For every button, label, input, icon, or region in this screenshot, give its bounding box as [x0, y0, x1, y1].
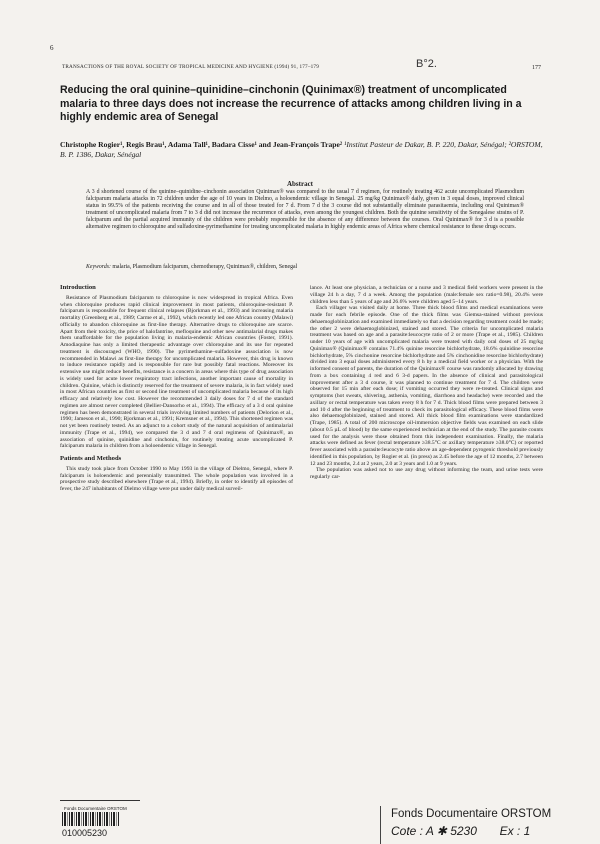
- handwritten-stamp: B°2.: [416, 58, 437, 70]
- left-column: [60, 285, 293, 493]
- article-title: Reducing the oral quinine–quinidine–cinchonin (Quinimax®) treatment of uncomplicated malaria to three days does not increase the recurrence of attacks among children living in a highly endemic area of Senegal: [60, 84, 522, 123]
- cote-label: Cote :: [391, 824, 424, 838]
- barcode-label: Fonds Documentaire ORSTOM: [64, 806, 127, 811]
- abstract-heading: Abstract: [286, 180, 314, 188]
- keywords-list: malaria, Plasmodium falciparum, chemotherapy, Quinimax®, children, Senegal: [112, 264, 298, 270]
- archive-stamp: [380, 806, 571, 844]
- author-block: [60, 140, 545, 160]
- abstract-text: A 3 d shortened course of the quinine–quinidine–cinchonin association Quinimax® was compared to the usual 7 d regimen, for routinely treating 462 acute uncomplicated Plasmodium falciparum malaria attacks in 72 children under the age of 10 years in Dielmo, a holoendemic village in Senegal. 25 mg/kg Quinimax® daily, given in 3 equal doses, improved clinical status in 99.5% of the patients receiving the course and in all of those treated for 7 d. From 7 d the 3 course did not substantially eliminate parasitaemia, including oral Quinimax® treatment of uncomplicated malaria from 7 to 3 d did not increase the recurrence of attacks, even among the youngest children. Both the quinine sensitivity of the Senegalese strains of P. falciparum and the partial acquired immunity of the children were probably responsible for the absence of any difference between the courses. Oral Quinimax® for 3 d is a possible alternative regimen to chloroquine and sulfadoxine-pyrimethamine for treating uncomplicated malaria in highly endemic areas of Africa where chemical resistance to these drugs occurs.: [86, 189, 524, 230]
- cote-value: A ✱ 5230: [425, 824, 477, 838]
- journal-header: TRANSACTIONS OF THE ROYAL SOCIETY OF TROPICAL MEDICINE AND HYGIENE (1994) 91, 177–179: [62, 64, 320, 70]
- page-number-left: 6: [50, 44, 54, 52]
- introduction-heading: Introduction: [60, 284, 96, 291]
- affiliation-2: ²ORSTOM, B. P. 1386, Dakar, Sénégal: [60, 140, 543, 159]
- methods-text: This study took place from October 1990 to May 1993 in the village of Dielmo, Senegal, where P. falciparum is holoendemic and perennially transmitted. The whole population was involved in a prospective study described elsewhere (Trape et al., 1994). Briefly, in order to identify all episodes of fever, the 247 inhabitants of Dielmo village were put under daily medical surveil-: [60, 465, 293, 492]
- keywords-label: Keywords:: [86, 264, 111, 270]
- author-names: Christophe Rogier¹, Regis Brau¹, Adama Tall¹, Badara Cisse¹ and Jean-François Trape²: [60, 140, 343, 149]
- footer-rule: [60, 800, 140, 801]
- page-number-right: 177: [532, 65, 541, 71]
- introduction-text: Resistance of Plasmodium falciparum to chloroquine is now widespread in tropical Africa. Even when chloroquine produces rapid clinical improvement in most patients, chloroquine-resistant P. falciparum is responsible for frequent clinical relapses (Bjorkman et al., 1993) and increasing malaria mortality (Greenberg et al., 1989; Carme et al., 1992), which recently led one African country (Malawi) officially to abandon chloroquine as first-line therapy. Alternative drugs to chloroquine are scarce. Apart from their toxicity, the price of halofantrine, mefloquine and other new antimalarial drugs makes them unaffordable for the population living in malaria-endemic African countries (Foster, 1991). Amodiaquine has only a limited therapeutic advantage over chloroquine and its use for repeated treatment is discouraged (WHO, 1990). The pyrimethamine–sulfadoxine association is now recommended in Malawi as first-line therapy for uncomplicated malaria. However, this drug is known to induce resistance rapidly and is responsible for rare but possibly fatal reactions. Moreover its extensive use might reduce benefits, resistance is a concern in areas where this type of drug association is widely used for acute lower respiratory tract infections, another important cause of mortality in children. Quinine, which is distinctly reserved for the treatment of severe malaria, is in fact widely used in most African countries as first or second line treatment of uncomplicated malaria because of its high efficacy and relatively low cost. However the recommended 3 daily doses for 7 d of the standard regimen are almost never completed (Bellier-Dansorho et al., 1994). The efficacy of a 3 d oral quinine regimen has been demonstrated in several trials involving limited numbers of patients (Delorion et al., 1990; Jameson et al., 1990; Bjorkman et al., 1991; Kremsner et al., 1994). This shortened regimen was not yet been routinely tested. As an adjunct to a cohort study of the natural acquisition of antimalarial immunity (Trape et al., 1994), we compared the 3 d and 7 d oral regimens of Quinimax®, an association of quinine, quinidine and cinchonin, for routinely treating acute uncomplicated P. falciparum malaria in children from a holoendemic village in Senegal.: [60, 294, 293, 450]
- keywords: [86, 264, 524, 271]
- archive-title: Fonds Documentaire ORSTOM: [391, 808, 552, 820]
- right-column: [310, 285, 543, 481]
- right-paragraph-3: The population was asked not to use any drug without informing the team, and urine tests were regularly car-: [310, 467, 543, 480]
- barcode-number: 010005230: [62, 828, 108, 838]
- right-paragraph-1: lance. At least one physician, a technician or a nurse and 3 medical field workers were present in the village 24 h a day, 7 d a week. Among the population (male:female sex ratio=0.98), 20.4% were children less than 5 years of age and 26.6% were children aged 5–14 years.: [310, 285, 543, 305]
- ex-label: Ex :: [499, 824, 521, 838]
- ex-value: 1: [523, 824, 531, 838]
- archive-cote: [391, 824, 530, 838]
- right-paragraph-2: Each villager was visited daily at home. Three thick blood films and medical examinations were made for each febrile episode. One of the thick films was Giemsa-stained without previous dehaemoglobinization and examined immediately so that a decision regarding treatment could be made; the other 2 were dehaemoglobinized, stained and stored. The criteria for uncomplicated malaria treatment was based on age and a parasite:leucocyte ratio of 2 or more (Trape et al., 1985). Children under 10 years of age with uncomplicated malaria were treated with daily oral doses of 25 mg/kg Quinimax® (Quinimax® contains 71.4% quinine resorcine bichlorhydrate, 18.6% quinidine resorcine bichlorhydrate, 5% cinchonine resorcine bichlorhydrate and 5% cinchonidine resorcine bichlorhydrate) divided into 3 equal doses administered every 8 h by a medical field worker or a physician. With the informed consent of parents, the duration of the Quinimax® course was randomly allocated by drawing from a box containing 4 red and 6 3-d papers. In the absence of clinical and parasitological improvement after a 3 d course, it was planned to continue treatment for 7 d. The children were observed for 15 min after each dose; if vomiting occurred they were re-treated. Clinical signs and symptoms (hot sweats, shivering, asthenia, vomiting, diarrhoea and headache) were recorded and the axillary or rectal temperature was taken every 8 h for 7 d. Thick blood films were prepared between 3 and 10 d after the beginning of treatment to check its parasitological efficacy. These blood films were also dehaemoglobinized, stained and stored. All thick blood film examinations were standardized (Trape, 1985). A total of 200 microscope oil-immersion objective fields was examined on each slide (about 0.5 µL of blood) by the same experienced technician at the end of the study. The parasite counts used for the analysis were those obtained from this independent examination. Finally, the malaria attacks were defined as fever (rectal temperature ≥38.5°C or axillary temperature ≥38.0°C) or reported fever associated with a parasite:leucocyte ratio above an age-dependent pyrogenic threshold previously identified in this population, by Rogier et al. (in press) as 2.45 before the age of 12 months, 2.7 between 12 and 23 months, 2.4 at 2 years, 2.0 at 3 years and 1.0 at 9 years.: [310, 305, 543, 467]
- methods-heading: Patients and Methods: [60, 455, 122, 462]
- barcode-image: [62, 812, 120, 826]
- affiliation-1: ¹Institut Pasteur de Dakar, B. P. 220, Dakar, Sénégal;: [344, 140, 507, 149]
